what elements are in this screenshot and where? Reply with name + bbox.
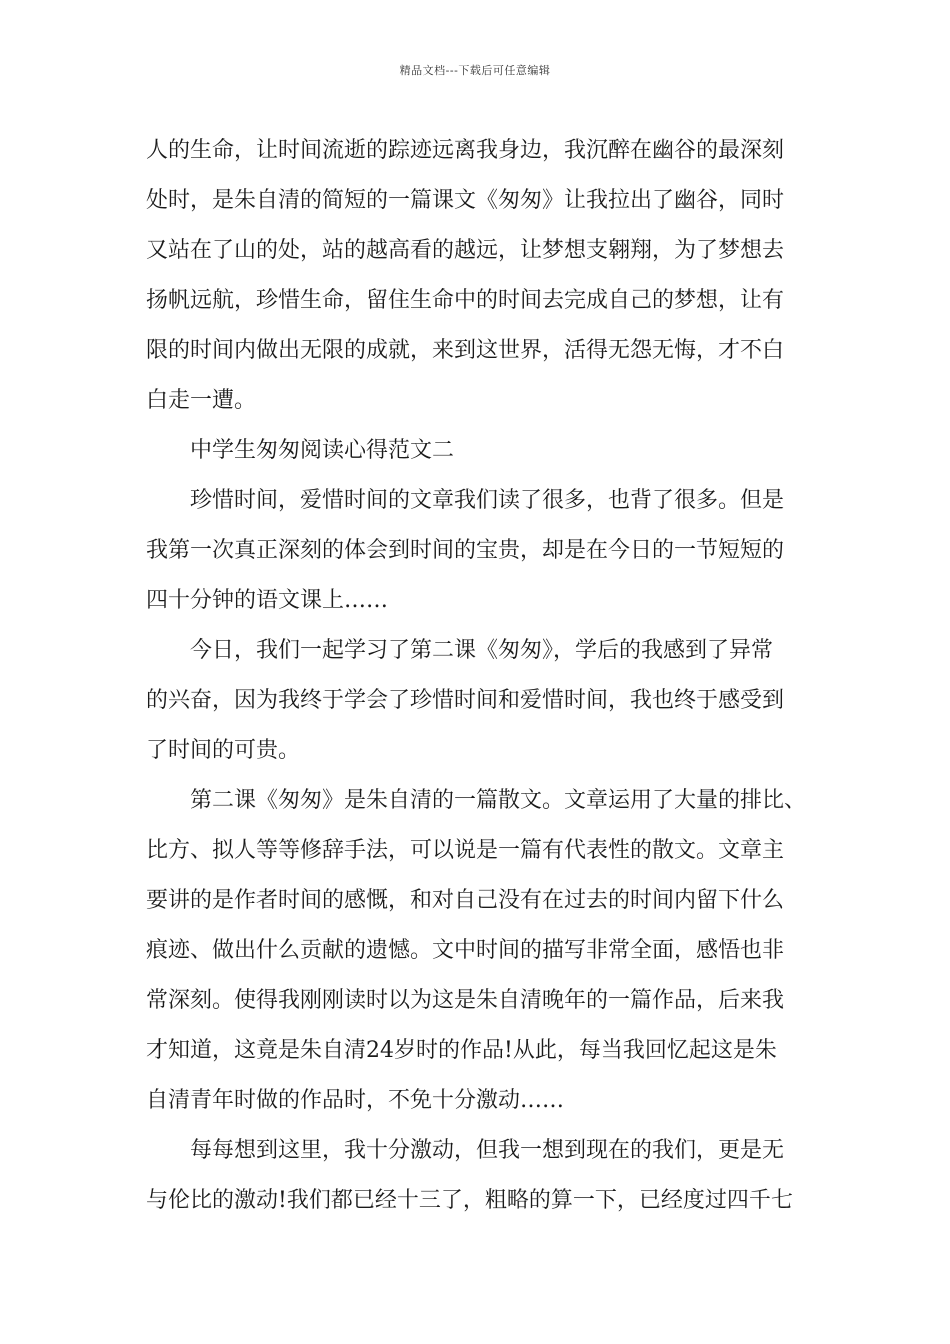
text-line: 我第一次真正深刻的体会到时间的宝贵，却是在今日的一节短短的 xyxy=(146,538,785,563)
text-line: 比方、拟人等等修辞手法，可以说是一篇有代表性的散文。文章主 xyxy=(146,838,785,863)
text-line: 自清青年时做的作品时，不免十分激动…… xyxy=(146,1088,565,1113)
text-line: 四十分钟的语文课上…… xyxy=(146,588,389,613)
text-line: 痕迹、做出什么贡献的遗憾。文中时间的描写非常全面，感悟也非 xyxy=(146,938,785,963)
text-line: 每每想到这里，我十分激动，但我一想到现在的我们，更是无 xyxy=(190,1138,785,1163)
section-heading: 中学生匆匆阅读心得范文二 xyxy=(190,438,455,463)
text-line: 限的时间内做出无限的成就，来到这世界，活得无怨无悔，才不白 xyxy=(146,338,785,363)
text-line: 的兴奋，因为我终于学会了珍惜时间和爱惜时间，我也终于感受到 xyxy=(146,688,785,713)
text-line: 与伦比的激动!我们都已经十三了，粗略的算一下，已经度过四千七 xyxy=(146,1188,793,1213)
text-line: 人的生命，让时间流逝的踪迹远离我身边，我沉醉在幽谷的最深刻 xyxy=(146,138,785,163)
text-line: 才知道，这竟是朱自清24岁时的作品!从此，每当我回忆起这是朱 xyxy=(146,1038,777,1063)
text-line: 要讲的是作者时间的感慨，和对自己没有在过去的时间内留下什么 xyxy=(146,888,785,913)
text-line: 处时，是朱自清的简短的一篇课文《匆匆》让我拉出了幽谷，同时 xyxy=(146,188,785,213)
text-line: 又站在了山的处，站的越高看的越远，让梦想支翱翔，为了梦想去 xyxy=(146,238,785,263)
text-line: 了时间的可贵。 xyxy=(146,738,301,763)
text-line: 常深刻。使得我刚刚读时以为这是朱自清晚年的一篇作品，后来我 xyxy=(146,988,785,1013)
text-line: 白走一遭。 xyxy=(146,388,257,413)
text-line: 今日，我们一起学习了第二课《匆匆》，学后的我感到了异常 xyxy=(190,638,774,663)
text-line: 扬帆远航，珍惜生命，留住生命中的时间去完成自己的梦想，让有 xyxy=(146,288,785,313)
text-line: 珍惜时间，爱惜时间的文章我们读了很多，也背了很多。但是 xyxy=(190,488,785,513)
page-header: 精品文档---下载后可任意编辑 xyxy=(399,64,551,77)
text-line: 第二课《匆匆》是朱自清的一篇散文。文章运用了大量的排比、 xyxy=(190,788,807,813)
document-body xyxy=(146,126,846,1226)
